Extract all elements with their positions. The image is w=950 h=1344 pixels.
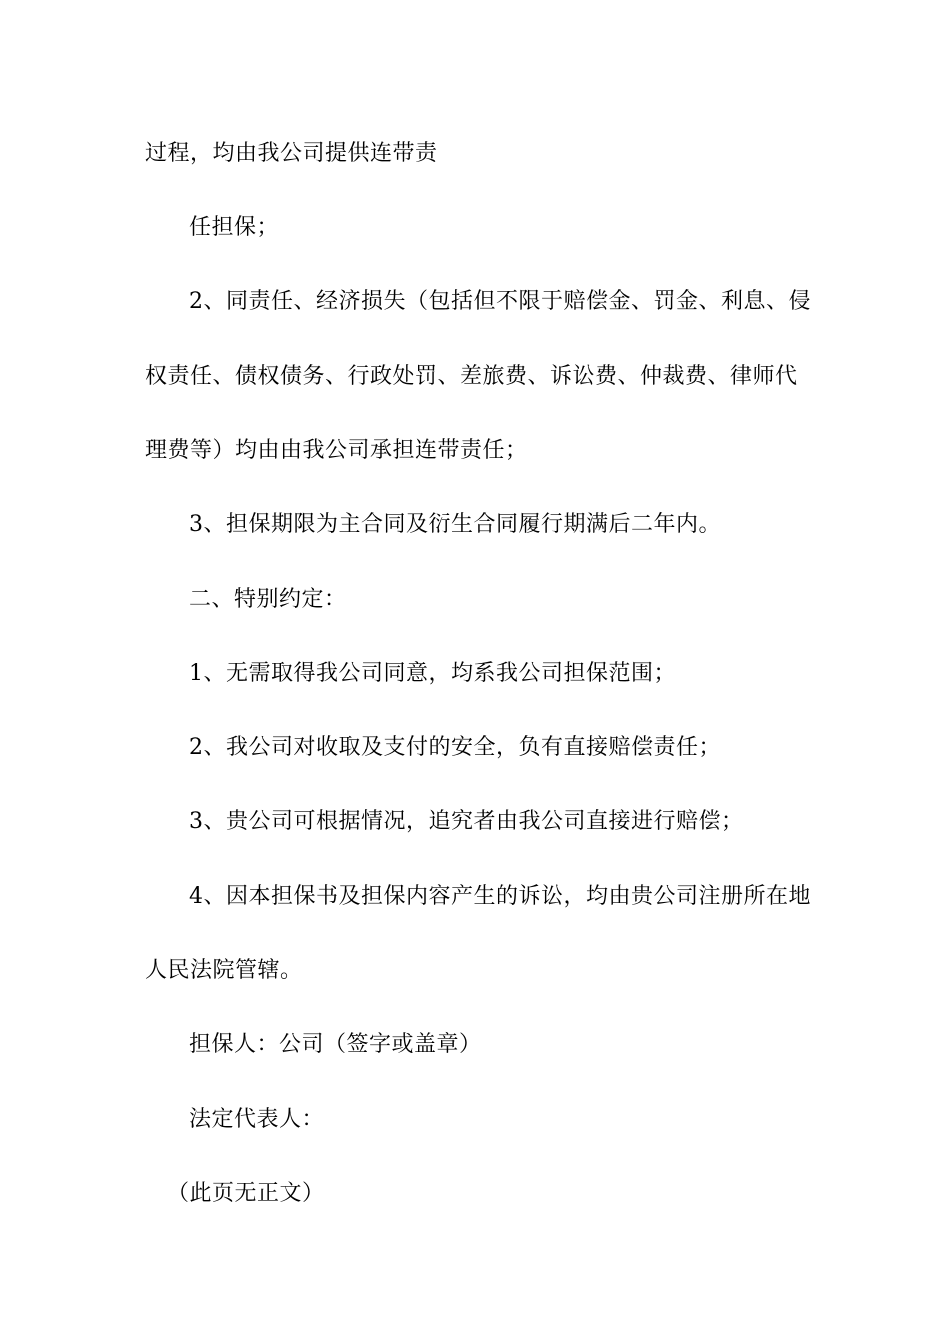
paragraph-line: 权责任、债权债务、行政处罚、差旅费、诉讼费、仲裁费、律师代 xyxy=(145,364,798,389)
clause-2-line: 2、同责任、经济损失（包括但不限于赔偿金、罚金、利息、侵 xyxy=(189,289,811,314)
paragraph-line: 任担保； xyxy=(189,215,280,240)
paragraph-line: 过程，均由我公司提供连带责 xyxy=(145,141,438,166)
no-text-note: （此页无正文） xyxy=(167,1181,325,1206)
guarantor-signature-line: 担保人：公司（签字或盖章） xyxy=(189,1032,482,1057)
paragraph-line: 人民法院管辖。 xyxy=(145,958,303,983)
paragraph-line: 理费等）均由由我公司承担连带责任； xyxy=(145,438,528,463)
special-clause-3: 3、贵公司可根据情况，追究者由我公司直接进行赔偿； xyxy=(189,809,744,834)
special-clause-4: 4、因本担保书及担保内容产生的诉讼，均由贵公司注册所在地 xyxy=(189,884,811,909)
special-clause-1: 1、无需取得我公司同意，均系我公司担保范围； xyxy=(189,661,676,686)
legal-representative-line: 法定代表人： xyxy=(189,1107,325,1132)
section-heading: 二、特别约定： xyxy=(189,587,347,612)
clause-3-line: 3、担保期限为主合同及衍生合同履行期满后二年内。 xyxy=(189,512,721,537)
special-clause-2: 2、我公司对收取及支付的安全，负有直接赔偿责任； xyxy=(189,735,721,760)
